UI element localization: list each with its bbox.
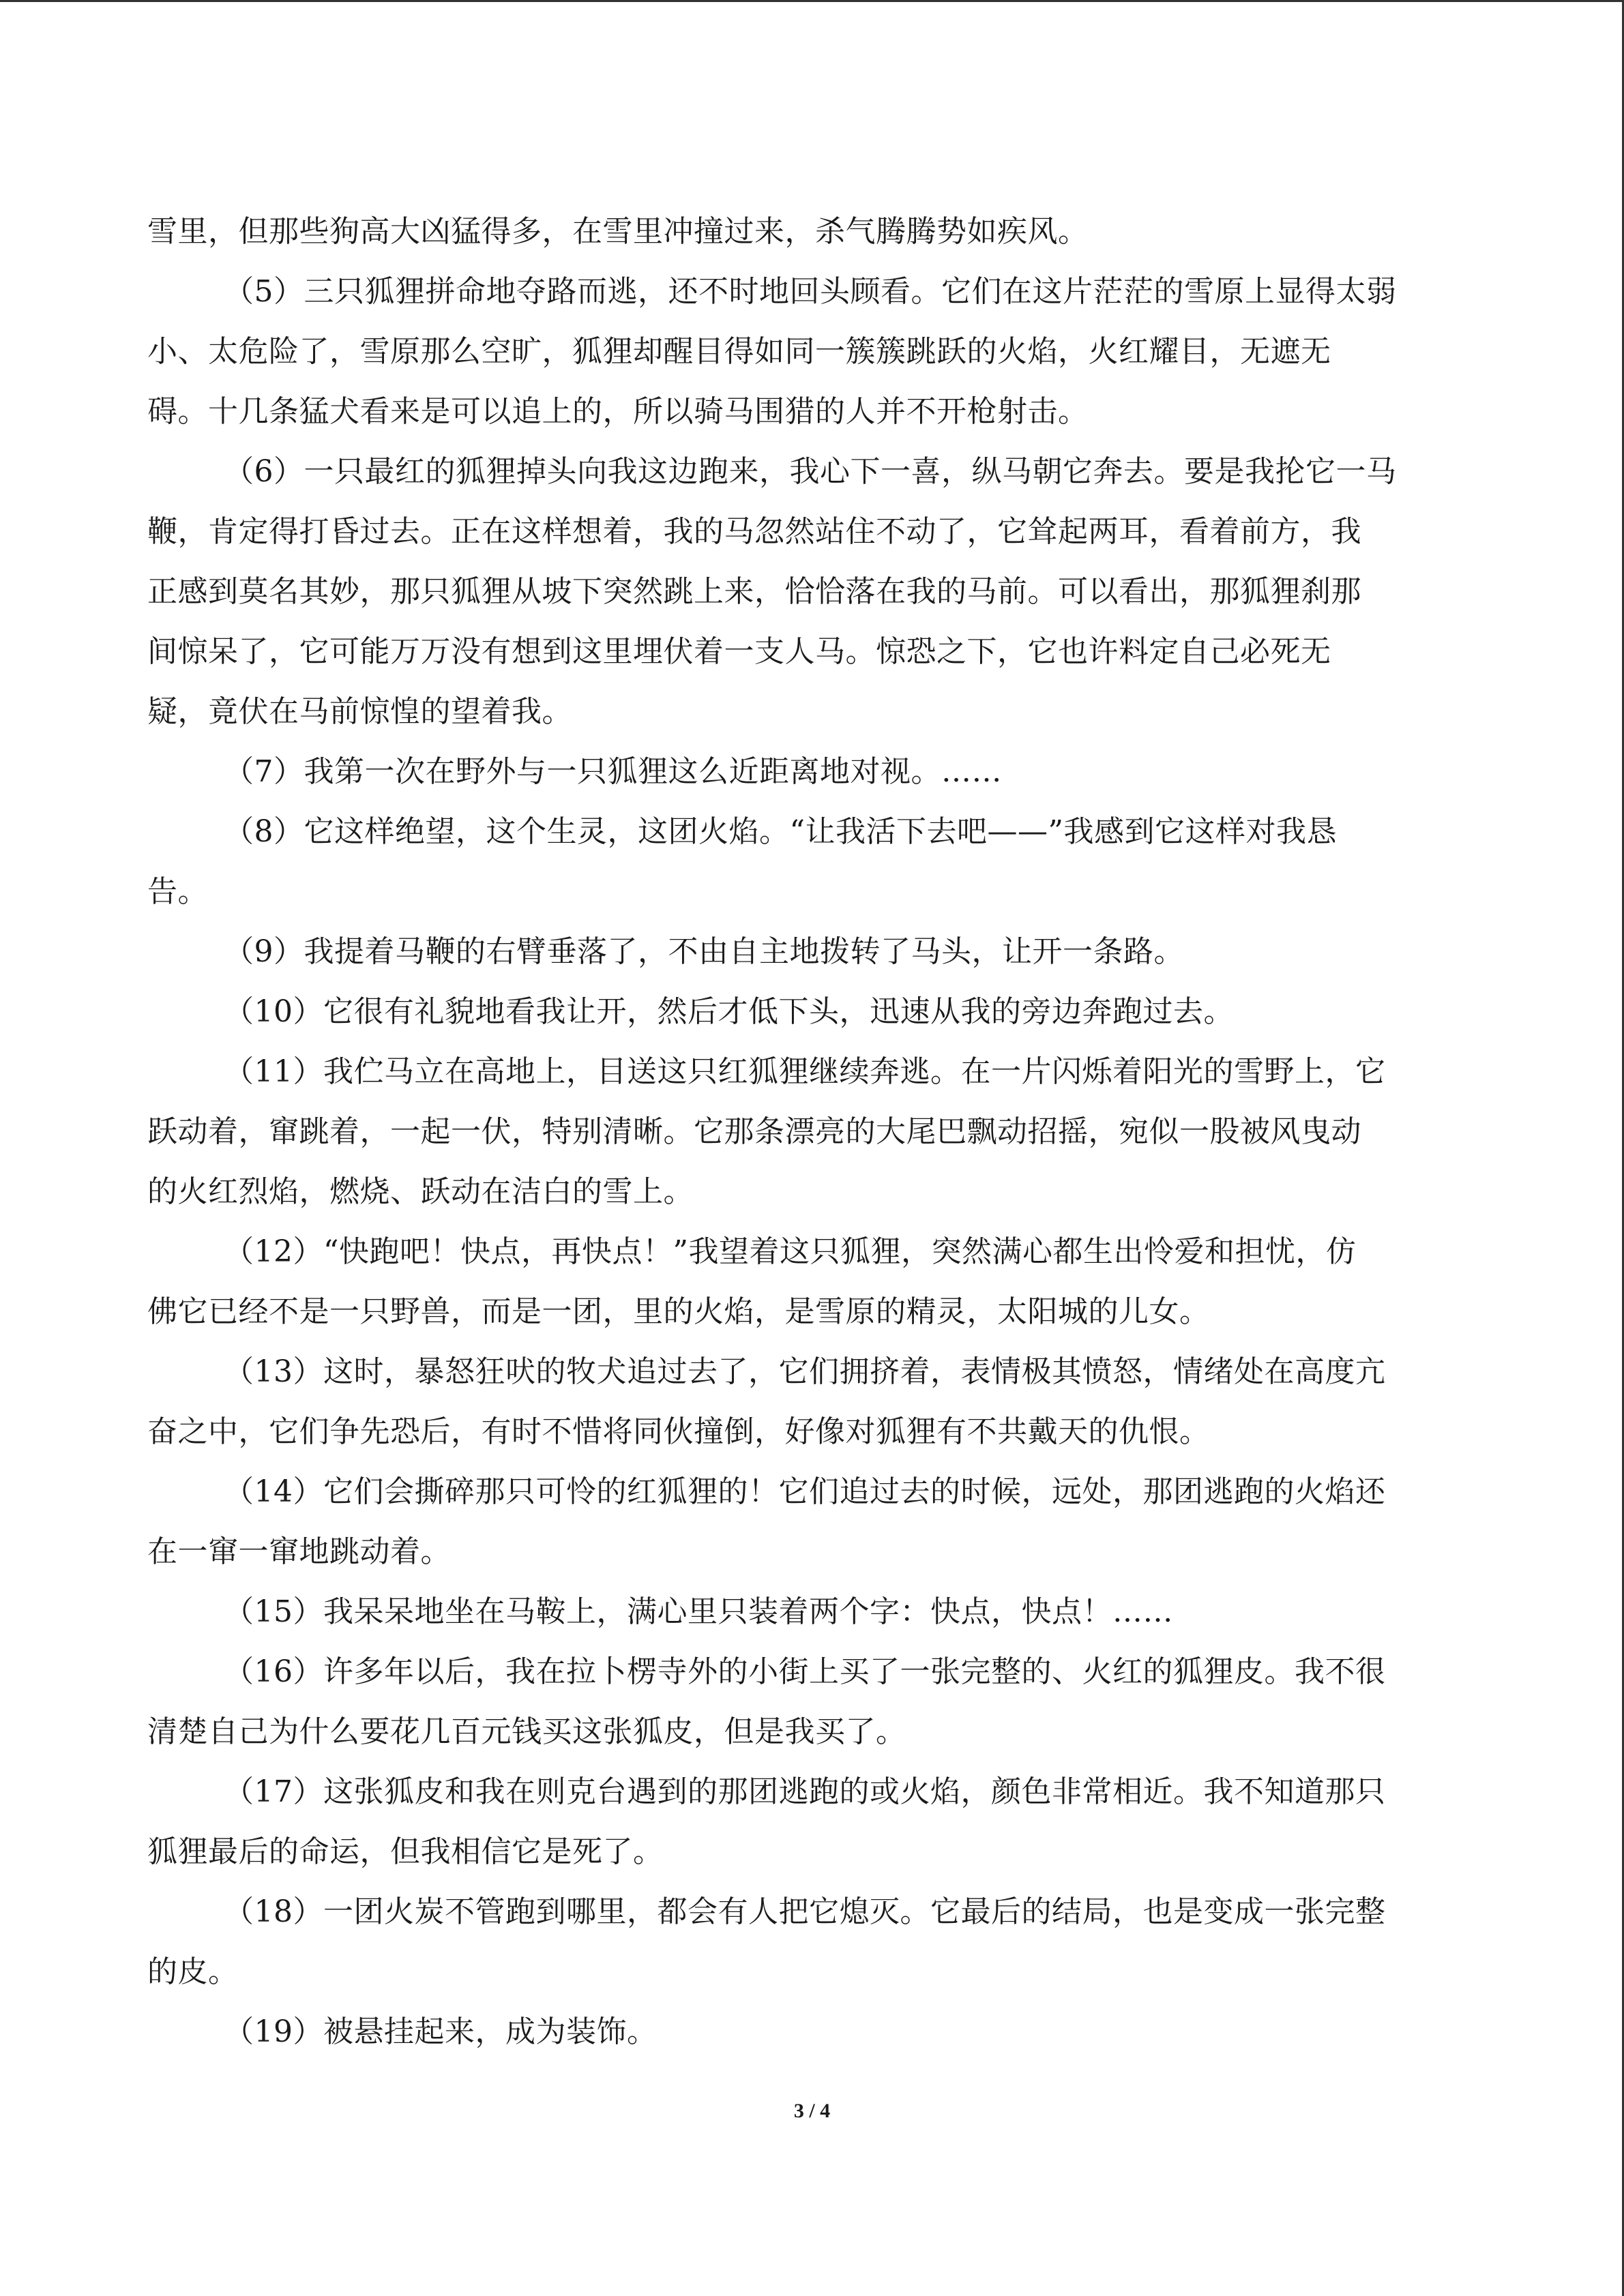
text-line: （6）一只最红的狐狸掉头向我这边跑来，我心下一喜，纵马朝它奔去。要是我抡它一马: [224, 454, 1397, 489]
text-line: 佛它已经不是一只野兽，而是一团，里的火焰，是雪原的精灵，太阳城的儿女。: [147, 1294, 1210, 1329]
text-line: 间惊呆了，它可能万万没有想到这里埋伏着一支人马。惊恐之下，它也许料定自己必死无: [147, 634, 1331, 669]
text-line: 小、太危险了，雪原那么空旷，狐狸却醒目得如同一簇簇跳跃的火焰，火红耀目，无遮无: [147, 334, 1331, 369]
text-line: 跃动着，窜跳着，一起一伏，特别清晰。它那条漂亮的大尾巴飘动招摇，宛似一股被风曳动: [147, 1114, 1361, 1149]
text-line: （18）一团火炭不管跑到哪里，都会有人把它熄灭。它最后的结局，也是变成一张完整: [224, 1894, 1386, 1929]
text-line: 雪里，但那些狗高大凶猛得多，在雪里冲撞过来，杀气腾腾势如疾风。: [147, 214, 1089, 249]
text-line: （8）它这样绝望，这个生灵，这团火焰。“让我活下去吧——”我感到它这样对我恳: [224, 814, 1337, 849]
text-line: 碍。十几条猛犬看来是可以追上的，所以骑马围猎的人并不开枪射击。: [147, 394, 1089, 429]
text-line: （5）三只狐狸拼命地夺路而逃，还不时地回头顾看。它们在这片茫茫的雪原上显得太弱: [224, 274, 1397, 309]
text-line: （14）它们会撕碎那只可怜的红狐狸的！它们追过去的时候，远处，那团逃跑的火焰还: [224, 1474, 1386, 1509]
text-line: 狐狸最后的命运，但我相信它是死了。: [147, 1834, 664, 1869]
text-line: 的皮。: [147, 1954, 239, 1989]
text-line: （16）许多年以后，我在拉卜楞寺外的小街上买了一张完整的、火红的狐狸皮。我不很: [224, 1654, 1386, 1689]
text-line: 清楚自己为什么要花几百元钱买这张狐皮，但是我买了。: [147, 1714, 906, 1749]
page-number: 3 / 4: [793, 2100, 831, 2122]
text-line: （7）我第一次在野外与一只狐狸这么近距离地对视。……: [224, 754, 1002, 789]
text-line: （11）我伫马立在高地上，目送这只红狐狸继续奔逃。在一片闪烁着阳光的雪野上，它: [224, 1054, 1386, 1089]
text-line: 奋之中，它们争先恐后，有时不惜将同伙撞倒，好像对狐狸有不共戴天的仇恨。: [147, 1414, 1210, 1449]
text-line: （9）我提着马鞭的右臂垂落了，不由自主地拨转了马头，让开一条路。: [224, 934, 1184, 969]
text-line: （12）“快跑吧！快点，再快点！”我望着这只狐狸，突然满心都生出怜爱和担忧，仿: [224, 1234, 1357, 1269]
text-line: （13）这时，暴怒狂吠的牧犬追过去了，它们拥挤着，表情极其愤怒，情绪处在高度亢: [224, 1354, 1386, 1389]
text-line: （15）我呆呆地坐在马鞍上，满心里只装着两个字：快点，快点！……: [224, 1594, 1173, 1629]
text-line: 的火红烈焰，燃烧、跃动在洁白的雪上。: [147, 1174, 694, 1209]
text-line: 告。: [147, 874, 208, 909]
text-line: （17）这张狐皮和我在则克台遇到的那团逃跑的或火焰，颜色非常相近。我不知道那只: [224, 1774, 1386, 1809]
text-line: （10）它很有礼貌地看我让开，然后才低下头，迅速从我的旁边奔跑过去。: [224, 994, 1234, 1029]
text-line: （19）被悬挂起来，成为装饰。: [224, 2014, 658, 2049]
text-line: 疑，竟伏在马前惊惶的望着我。: [147, 694, 572, 729]
text-line: 在一窜一窜地跳动着。: [147, 1534, 451, 1569]
text-line: 正感到莫名其妙，那只狐狸从坡下突然跳上来，恰恰落在我的马前。可以看出，那狐狸刹那: [147, 574, 1361, 609]
document-body: [147, 202, 1477, 2062]
text-line: 鞭，肯定得打昏过去。正在这样想着，我的马忽然站住不动了，它耸起两耳，看着前方，我: [147, 514, 1361, 549]
